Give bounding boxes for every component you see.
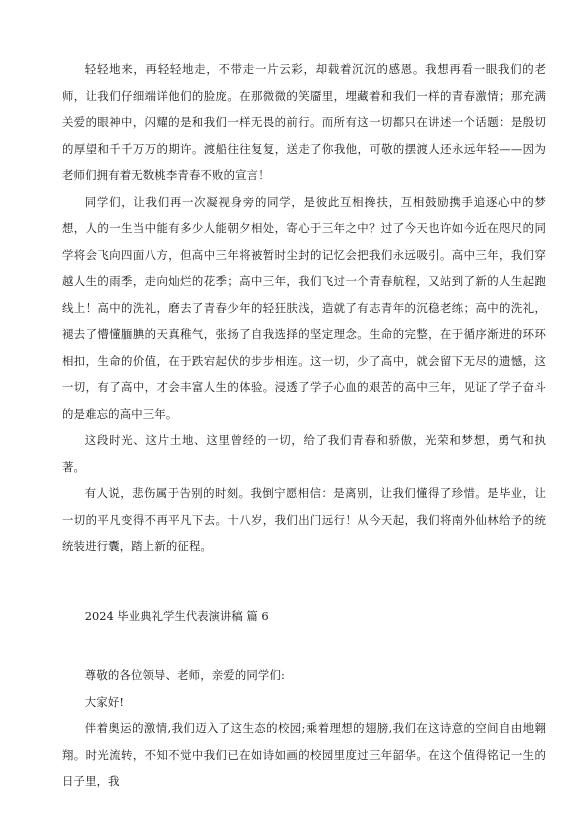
speech-paragraph-1: 伴着奥运的激情,我们迈入了这生态的校园;乘着理想的翅膀,我们在这诗意的空间自由地翱翔。时光流转，不知不觉中我们已在如诗如画的校园里度过三年韶华。在这个值得铭记一生的日子里，我 — [62, 721, 546, 788]
speech-section — [62, 662, 546, 795]
section-heading: 2024 毕业典礼学生代表演讲稿 篇 6 — [84, 609, 269, 623]
paragraph-1: 轻轻地来，再轻轻地走，不带走一片云彩，却载着沉沉的感恩。我想再看一眼我们的老师，让我们仔细端详他们的脸庞。在那微微的笑靥里，埋藏着和我们一样的青春激情；那充满关爱的眼神中，闪耀的是和我们一样无畏的前行。而所有这一切都只在讲述一个话题：是殷切的厚望和千千万万的期许。渡船往往复复，送走了你我他，可敬的摆渡人还永远年轻——因为老师们拥有着无数桃李青春不败的宣言！ — [62, 62, 546, 182]
greeting: 大家好! — [84, 694, 125, 709]
paragraph-4: 有人说，悲伤属于告别的时刻。我倒宁愿相信：是离别，让我们懂得了珍惜。是毕业，让一切的平凡变得不再平凡下去。十八岁，我们出门远行！从今天起，我们将南外仙林给予的统统装进行囊，踏上新的征程。 — [62, 486, 546, 553]
document-page — [62, 56, 546, 788]
salutation: 尊敬的各位领导、老师，亲爱的同学们: — [84, 668, 285, 682]
paragraph-3: 这段时光、这片土地、这里曾经的一切，给了我们青春和骄傲，光荣和梦想，勇气和执著。 — [62, 433, 546, 474]
paragraph-2: 同学们，让我们再一次凝视身旁的同学，是彼此互相搀扶，互相鼓励携手追逐心中的梦想，人的一生当中能有多少人能朝夕相处，寄心于三年之中？过了今天也许如今近在咫尺的同学将会飞向四面八方，但高中三年将被暂时尘封的记忆会把我们永远吸引。高中三年，我们穿越人生的雨季，走向灿烂的花季；高中三年，我们飞过一个青春航程，又站到了新的人生起跑线上！高中的洗礼，磨去了青春少年的轻狂肤浅，造就了有志青年的沉稳老练；高中的洗礼，褪去了懵懂腼腆的天真稚气，张扬了自我选择的坚定理念。生命的完整，在于循序渐进的环环相扣，生命的价值，在于跌宕起伏的步步相连。这一切，少了高中，就会留下无尽的遗憾，这一切，有了高中，才会丰富人生的体验。浸透了学子心血的艰苦的高中三年，见证了学子奋斗的是难忘的高中三年。 — [62, 194, 546, 421]
